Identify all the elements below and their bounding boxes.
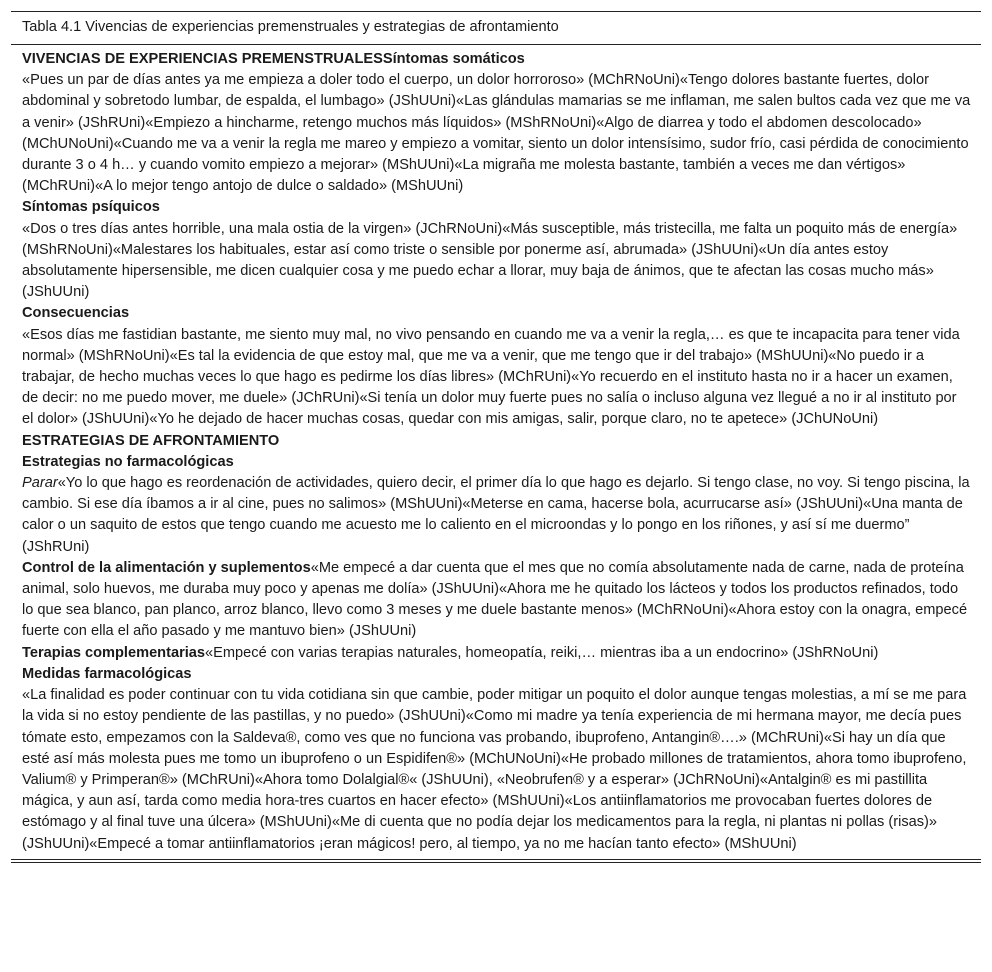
stop-label: Parar <box>22 475 58 492</box>
section-2-heading: ESTRATEGIAS DE AFRONTAMIENTO <box>22 432 280 449</box>
consequences-quotes: «Esos días me fastidian bastante, me siento muy mal, no vivo pensando en cuando me va a venir la regla,… es que te incapacita para tener vida normal» (MShRNoUni)«Es tal la evidencia de que estoy mal, que me va a venir, que me tengo que ir del trabajo» (MShUUni)«No puedo ir a trabajar, de hecho muchas veces lo que hago es pedirme los días libres» (MChRUni)«Yo recuerdo en el instituto hasta no ir a hacer un examen, de decir: no me puedo mover, me duele» (JChRUni)«Si tenía un dolor muy fuerte pues no salía o incluso alguna vez llegué a no ir al instituto por el dolor» (JShUUni)«Yo he dejado de hacer muchas cosas, quedar con mis amigas, salir, porque claro, no te apetece» (JChUNoUni) <box>22 326 960 428</box>
psychic-quotes: «Dos o tres días antes horrible, una mala ostia de la virgen» (JChRNoUni)«Más susceptible, más tristecilla, me falta un poquito más de energía» (MShRNoUni)«Malestares los habituales, estar así como triste o sensible por ponerme así, abrumada» (JShUUni)«Un día antes estoy absolutamente hipersensible, me dicen cualquier cosa y me puedo echar a llorar, muy baja de ánimos, que te afectan las cosas mucho más» (JShUUni) <box>22 220 958 301</box>
somatic-heading: Síntomas somáticos <box>382 51 525 67</box>
somatic-quotes: «Pues un par de días antes ya me empieza a doler todo el cuerpo, un dolor horroroso» (MChRNoUni)«Tengo dolores bastante fuertes, dolor abdominal y sobretodo lumbar, de espalda, el lumbago» (JShUUni)«Las glándulas mamarias se me inflaman, me salen bultos cada vez que me va a venir» (JShRUni)«Empiezo a hincharme, retengo muchos más líquidos» (MShRNoUni)«Algo de diarrea y todo el abdomen descolocado» (MChUNoUni)«Cuando me va a venir la regla me mareo y empiezo a vomitar, siento un dolor intensísimo, sudor frío, casi pérdida de conocimiento durante 3 o 4 h… y cuando vomito empiezo a mejorar» (MShUUni)«La migraña me molesta bastante, también a veces me dan vértigos» (MChRUni)«A lo mejor tengo antojo de dulce o saldado» (MShUUni) <box>22 72 971 195</box>
therapies-quotes: «Empecé con varias terapias naturales, homeopatía, reiki,… mientras iba a un endocrino» (JShRNoUni) <box>205 644 879 661</box>
diet-paragraph <box>22 558 971 643</box>
stop-quotes: «Yo lo que hago es reordenación de actividades, quiero decir, el primer día lo que hago es dejarlo. Si tengo clase, no voy. Si tengo piscina, la cambio. Si ese día íbamos a ir al cine, pues no salimos» (MShUUni)«Meterse en cama, hacerse bola, acurrucarse así» (JShUUni)«Una manta de calor o un saquito de estos que tengo cuando me acuesto me lo caliento en el microondas y lo pongo en los riñones, y así sí me duermo” (JShRUni) <box>22 475 970 555</box>
data-table <box>11 11 981 863</box>
pharm-heading: Medidas farmacológicas <box>22 665 192 682</box>
table-caption: Tabla 4.1 Vivencias de experiencias premenstruales y estrategias de afrontamiento <box>11 12 981 45</box>
table-body <box>11 45 981 857</box>
consequences-heading: Consecuencias <box>22 305 130 322</box>
bottom-rule <box>11 859 981 860</box>
stop-paragraph <box>22 473 971 558</box>
therapies-paragraph <box>22 643 971 664</box>
bottom-rule-double <box>11 862 981 863</box>
diet-quotes: «Me empecé a dar cuenta que el mes que no comía absolutamente nada de carne, nada de proteína animal, solo huevos, me duraba muy poco y apenas me dolía» (JShUUni)«Ahora me he quitado los lácteos y todos los productos refinados, todo lo que sea blanco, pan planco, arroz blanco, llevo como 3 meses y me duele bastante menos» (MChRNoUni)«Ahora estoy con la onagra, empecé fuerte con ella el año pasado y me mantuvo bien» (JShUUni) <box>22 559 968 640</box>
section-1-heading-line <box>22 49 971 70</box>
therapies-label: Terapias complementarias <box>22 644 206 661</box>
section-1-heading: VIVENCIAS DE EXPERIENCIAS PREMENSTRUALES <box>22 51 383 67</box>
nonpharm-heading: Estrategias no farmacológicas <box>22 453 234 470</box>
psychic-heading: Síntomas psíquicos <box>22 199 160 216</box>
diet-label: Control de la alimentación y suplementos <box>22 559 311 576</box>
pharm-quotes: «La finalidad es poder continuar con tu vida cotidiana sin que cambie, poder mitigar un poquito el dolor aunque tengas molestias, a mí se me para la vida si no estoy pendiente de las pastillas, y no puedo» (JShUUni)«Como mi madre ya tenía experiencia de mi hermana mayor, me decía pues tómate esto, empezamos con la Saldeva®, como ves que no funciona vas probando, ibuprofeno, Antangin®….» (MChRUni)«Si hay un día que esté así más molesta pues me tomo un ibuprofeno o un Espidifen®» (MChUNoUni)«He probado millones de tratamientos, ahora tomo ibuprofeno, Valium® y Primperan®» (MChRUni)«Ahora tomo Dolalgial®« (JShUUni), «Neobrufen® y a esperar» (JChRNoUni)«Antalgin® es mi pastillita mágica, y aun así, tarda como media hora-tres cuartos en hacer efecto» (MShUUni)«Los antiinflamatorios me provocaban fuertes dolores de estómago y al final tuve una úlcera» (MShUUni)«Me di cuenta que no podía dejar los medicamentos para la regla, ni plantas ni pollas (risas)» (JShUUni)«Empecé a tomar antiinflamatorios ¡eran mágicos! pero, al tiempo, ya no me hacían tanto efecto» (MShUUni) <box>22 687 967 852</box>
